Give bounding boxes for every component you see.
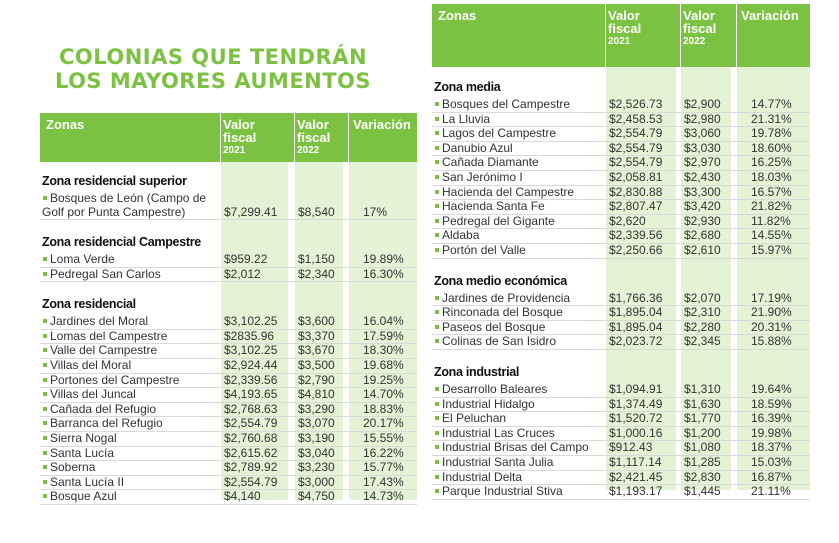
table-row	[40, 475, 417, 490]
value-2021: $3,102.25	[224, 343, 278, 358]
value-2022: $8,540	[298, 205, 335, 219]
table-row	[432, 426, 810, 441]
value-2022: $3,190	[298, 431, 335, 445]
table-row	[432, 199, 810, 214]
value-2021: $2,554.79	[609, 126, 663, 141]
value-2022: $1,445	[684, 484, 721, 499]
table-row	[432, 155, 810, 170]
bullet-icon	[435, 310, 439, 314]
section-title: Zona medio económica	[434, 273, 567, 288]
bullet-icon	[43, 480, 47, 484]
value-2022: $4,810	[298, 387, 335, 402]
value-2021: $2,526.73	[609, 97, 663, 111]
table-row	[432, 185, 810, 200]
value-2022: $2,310	[684, 305, 721, 320]
bullet-icon	[43, 319, 47, 323]
variation-value: 17.59%	[363, 328, 404, 343]
value-2022: $3,670	[298, 343, 335, 358]
header-divider	[220, 113, 221, 162]
value-2022: $4,750	[298, 489, 335, 504]
bullet-icon	[435, 160, 439, 164]
value-2021: $2,615.62	[224, 445, 278, 460]
value-2021: $2,554.79	[609, 155, 663, 170]
variation-value: 17.19%	[751, 290, 792, 305]
bullet-icon	[435, 416, 439, 420]
value-2022: $2,340	[298, 266, 335, 281]
variation-value: 18.59%	[751, 396, 792, 411]
variation-value: 16.87%	[751, 469, 792, 484]
row-name: Desarrollo Baleares	[442, 382, 548, 396]
value-2022: $3,300	[684, 184, 721, 199]
header-year-2022: 2022	[297, 145, 320, 156]
variation-value: 20.31%	[751, 319, 792, 334]
header-text: fiscal	[683, 21, 717, 36]
header-divider	[680, 4, 681, 67]
row-name: Barranca del Refugio	[50, 416, 163, 431]
table-row	[432, 112, 810, 127]
row-name: Hacienda del Campestre	[442, 184, 575, 199]
value-2022: $2,280	[684, 319, 721, 334]
bullet-icon	[435, 339, 439, 343]
value-2021: $1,895.04	[609, 305, 663, 320]
row-name: Lomas del Campestre	[50, 328, 168, 343]
value-2021: $2835.96	[224, 328, 275, 343]
value-2022: $2,430	[684, 170, 721, 184]
variation-value: 21.82%	[751, 199, 792, 214]
value-2021: $4,140	[224, 489, 261, 504]
variation-value: 15.77%	[363, 460, 404, 475]
header-valor-2021	[223, 118, 256, 157]
bullet-icon	[43, 465, 47, 469]
value-2021: $2,421.45	[609, 469, 663, 484]
value-2022: $3,030	[684, 140, 721, 155]
table-row	[40, 402, 417, 417]
value-2022: $2,980	[684, 111, 721, 126]
table-row	[432, 411, 810, 426]
row-name: Bosques del Campestre	[442, 97, 571, 111]
bullet-icon	[43, 436, 47, 440]
table-row	[432, 484, 810, 499]
value-2021: $1,117.14	[609, 455, 662, 469]
value-2021: $2,554.79	[224, 416, 278, 431]
bullet-icon	[43, 348, 47, 352]
right-table	[432, 4, 810, 499]
table-row	[40, 314, 417, 329]
table-row	[432, 214, 810, 229]
variation-value: 19.78%	[751, 126, 792, 141]
header-divider	[348, 113, 349, 162]
row-name: Lagos del Campestre	[442, 126, 557, 141]
table-row	[40, 343, 417, 358]
row-name: Cañada Diamante	[442, 155, 539, 170]
bullet-icon	[435, 204, 439, 208]
value-2021: $2,458.53	[609, 111, 663, 126]
value-2022: $1,630	[684, 396, 721, 411]
row-divider	[432, 258, 810, 259]
section-title: Zona industrial	[434, 365, 520, 379]
bullet-icon	[43, 334, 47, 338]
table-row	[432, 334, 810, 349]
variation-value: 15.97%	[751, 243, 792, 257]
bullet-icon	[435, 431, 439, 435]
value-2021: $1,895.04	[609, 319, 663, 334]
row-name: Rinconada del Bosque	[442, 305, 563, 320]
bullet-icon	[435, 460, 439, 464]
value-2021: $2,250.66	[609, 243, 663, 257]
variation-value: 19.98%	[751, 425, 792, 440]
value-2022: $3,040	[298, 445, 335, 460]
header-valor-2022	[683, 9, 716, 48]
variation-value: 16.04%	[363, 314, 404, 329]
value-2022: $3,420	[684, 199, 721, 214]
table-row	[40, 252, 417, 267]
row-name: Santa Lucía	[50, 445, 115, 460]
bullet-icon	[435, 248, 439, 252]
header-text: Valor	[683, 8, 715, 23]
section-title: Zona residencial Campestre	[42, 235, 201, 249]
variation-value: 18.83%	[363, 401, 404, 416]
bullet-icon	[43, 421, 47, 425]
table-row	[432, 170, 810, 185]
bullet-icon	[43, 451, 47, 455]
row-name: Santa Lucía II	[50, 474, 125, 489]
variation-value: 16.57%	[751, 184, 792, 199]
value-2021: $1,766.36	[609, 290, 663, 305]
value-2022: $3,070	[298, 416, 335, 431]
bullet-icon	[43, 378, 47, 382]
variation-value: 18.30%	[363, 343, 404, 358]
header-year-2022: 2022	[683, 36, 706, 47]
value-2022: $2,970	[684, 155, 721, 170]
bullet-icon	[43, 494, 47, 498]
value-2021: $1,374.49	[609, 396, 663, 411]
table-row	[432, 243, 810, 258]
variation-value: 15.03%	[751, 455, 792, 469]
bullet-icon	[43, 272, 47, 276]
table-row	[40, 446, 417, 461]
table-row	[40, 431, 417, 446]
row-name: Jardines de Providencia	[442, 290, 571, 305]
bullet-icon	[435, 325, 439, 329]
table-row	[40, 460, 417, 475]
variation-value: 14.73%	[363, 489, 404, 504]
variation-value: 19.89%	[363, 252, 404, 266]
header-text: Valor	[297, 117, 329, 132]
value-2022: $3,370	[298, 328, 335, 343]
bullet-icon	[435, 296, 439, 300]
bullet-icon	[43, 392, 47, 396]
bullet-icon	[435, 175, 439, 179]
variation-value: 17.43%	[363, 474, 404, 489]
header-variacion: Variación	[741, 8, 799, 23]
value-2021: $7,299.41	[224, 205, 278, 219]
value-2022: $3,290	[298, 401, 335, 416]
value-2022: $3,060	[684, 126, 721, 141]
header-year-2021: 2021	[608, 36, 631, 47]
header-valor-2022	[297, 118, 330, 157]
header-zonas: Zonas	[46, 117, 85, 132]
value-2022: $2,680	[684, 228, 721, 243]
title-line-2: LOS MAYORES AUMENTOS	[54, 69, 372, 93]
header-divider	[605, 4, 606, 67]
table-row	[40, 329, 417, 344]
table-row	[432, 141, 810, 156]
row-divider	[432, 499, 810, 500]
bullet-icon	[435, 445, 439, 449]
value-2022: $3,600	[298, 314, 335, 329]
value-2021: $4,193.65	[224, 387, 278, 402]
variation-value: 18.03%	[751, 170, 792, 184]
row-name: Colinas de San Isidro	[442, 334, 557, 349]
value-2021: $2,789.92	[224, 460, 278, 475]
value-2021: $2,339.56	[224, 372, 278, 387]
table-row	[432, 382, 810, 397]
table-row	[432, 397, 810, 412]
table-row	[40, 387, 417, 402]
value-2021: $2,554.79	[609, 140, 663, 155]
value-2022: $2,345	[684, 334, 721, 349]
section-title: Zona media	[434, 80, 501, 94]
value-2021: $912.43	[609, 440, 653, 455]
header-text: fiscal	[223, 130, 257, 145]
table-row	[40, 373, 417, 388]
header-text: fiscal	[608, 21, 642, 36]
row-divider	[40, 219, 417, 220]
row-name: Industrial Brisas del Campo	[442, 440, 589, 455]
header-year-2021: 2021	[223, 145, 246, 156]
bullet-icon	[435, 219, 439, 223]
variation-value: 14.77%	[751, 97, 792, 111]
table-row	[432, 320, 810, 335]
row-name: Pedregal del Gigante	[442, 213, 555, 228]
value-2022: $1,310	[684, 382, 721, 396]
variation-value: 21.90%	[751, 305, 792, 320]
title-line-1: COLONIAS QUE TENDRÁN	[58, 45, 368, 69]
bullet-icon	[435, 102, 439, 106]
row-name: El Peluchan	[442, 411, 507, 426]
variation-value: 15.88%	[751, 334, 792, 349]
bullet-icon	[43, 407, 47, 411]
left-table	[40, 113, 417, 504]
value-2021: $2,807.47	[609, 199, 663, 214]
table-row	[432, 305, 810, 320]
row-name: Bosque Azul	[50, 489, 117, 504]
value-2022: $3,000	[298, 474, 335, 489]
row-name: Aldaba	[442, 228, 480, 243]
bullet-icon	[435, 190, 439, 194]
variation-value: 16.39%	[751, 411, 792, 426]
value-2022: $3,230	[298, 460, 335, 475]
variation-value: 18.37%	[751, 440, 792, 455]
value-2022: $2,610	[684, 243, 721, 257]
variation-value: 14.70%	[363, 387, 404, 402]
row-name: Soberna	[50, 460, 96, 475]
variation-value: 15.55%	[363, 431, 404, 445]
row-divider	[40, 281, 417, 282]
variation-value: 20.17%	[363, 416, 404, 431]
bullet-icon	[435, 233, 439, 237]
row-name: Villas del Moral	[50, 358, 132, 372]
row-name: Loma Verde	[50, 252, 115, 266]
table-row	[432, 97, 810, 112]
value-2021: $2,830.88	[609, 184, 663, 199]
row-name: Parque Industrial Stiva	[442, 484, 563, 499]
row-name: Hacienda Santa Fe	[442, 199, 545, 214]
row-name: Sierra Nogal	[50, 431, 117, 445]
value-2022: $2,930	[684, 213, 721, 228]
row-divider	[40, 504, 417, 505]
row-name: Bosques de León (Campo de	[50, 191, 207, 205]
value-2022: $1,200	[684, 425, 721, 440]
header-valor-2021	[608, 9, 641, 48]
row-name: La Lluvia	[442, 111, 491, 126]
variation-value: 16.30%	[363, 266, 404, 281]
row-name: Cañada del Refugio	[50, 401, 157, 416]
row-name: Pedregal San Carlos	[50, 266, 161, 281]
header-text: Valor	[223, 117, 255, 132]
table-row	[40, 358, 417, 373]
variation-value: 11.82%	[751, 213, 791, 228]
table-row	[432, 455, 810, 470]
variation-value: 19.64%	[751, 382, 792, 396]
value-2021: $2,023.72	[609, 334, 663, 349]
value-2022: $2,790	[298, 372, 335, 387]
variation-value: 18.60%	[751, 140, 792, 155]
bullet-icon	[435, 475, 439, 479]
table-row	[432, 291, 810, 306]
value-2021: $2,012	[224, 266, 261, 281]
variation-value: 19.68%	[363, 358, 404, 372]
table-header	[432, 4, 810, 67]
bullet-icon	[435, 489, 439, 493]
bullet-icon	[43, 257, 47, 261]
value-2021: $1,520.72	[609, 411, 663, 426]
row-name: Portón del Valle	[442, 243, 526, 257]
header-variacion: Variación	[353, 117, 411, 132]
variation-value: 16.25%	[751, 155, 792, 170]
variation-value: 17%	[363, 205, 388, 219]
row-name: Industrial Las Cruces	[442, 425, 555, 440]
header-text: Valor	[608, 8, 640, 23]
value-2022: $2,830	[684, 469, 721, 484]
row-name: Industrial Delta	[442, 469, 523, 484]
table-row	[40, 489, 417, 504]
page-title	[38, 45, 388, 93]
value-2021: $2,058.81	[609, 170, 663, 184]
bullet-icon	[435, 117, 439, 121]
section-title: Zona residencial superior	[42, 174, 187, 188]
table-row	[432, 228, 810, 243]
header-text: fiscal	[297, 130, 331, 145]
bullet-icon	[43, 363, 47, 367]
value-2022: $1,285	[684, 455, 721, 469]
row-name: Jardines del Moral	[50, 314, 149, 329]
table-row	[432, 440, 810, 455]
row-name-continued: Golf por Punta Campestre)	[42, 205, 186, 219]
header-divider	[736, 4, 737, 67]
variation-value: 21.31%	[751, 111, 792, 126]
variation-value: 19.25%	[363, 372, 404, 387]
table-row	[432, 126, 810, 141]
header-divider	[294, 113, 295, 162]
value-2022: $3,500	[298, 358, 335, 372]
value-2021: $2,760.68	[224, 431, 278, 445]
value-2022: $1,150	[298, 252, 335, 266]
table-row	[40, 191, 417, 219]
table-row	[40, 267, 417, 282]
bullet-icon	[43, 196, 47, 200]
row-name: San Jerónimo I	[442, 170, 523, 184]
row-name: Danubio Azul	[442, 140, 513, 155]
bullet-icon	[435, 402, 439, 406]
value-2021: $2,620	[609, 213, 646, 228]
row-name: Villas del Juncal	[50, 387, 136, 402]
value-2022: $1,080	[684, 440, 721, 455]
bullet-icon	[435, 146, 439, 150]
row-name: Valle del Campestre	[50, 343, 158, 358]
section-title: Zona residencial	[42, 297, 136, 312]
header-zonas: Zonas	[438, 8, 477, 23]
value-2021: $2,924.44	[224, 358, 278, 372]
table-row	[40, 416, 417, 431]
value-2021: $3,102.25	[224, 314, 278, 329]
table-row	[432, 470, 810, 485]
row-name: Portones del Campestre	[50, 372, 180, 387]
value-2022: $2,070	[684, 290, 721, 305]
row-name: Industrial Santa Julia	[442, 455, 554, 469]
value-2021: $2,768.63	[224, 401, 278, 416]
row-name: Industrial Hidalgo	[442, 396, 535, 411]
variation-value: 21.11%	[751, 484, 791, 499]
table-header	[40, 113, 417, 162]
value-2021: $2,339.56	[609, 228, 663, 243]
value-2022: $2,900	[684, 97, 721, 111]
value-2021: $1,094.91	[609, 382, 663, 396]
bullet-icon	[435, 387, 439, 391]
value-2021: $1,193.17	[609, 484, 663, 499]
row-name: Paseos del Bosque	[442, 319, 546, 334]
variation-value: 16.22%	[363, 445, 404, 460]
value-2021: $2,554.79	[224, 474, 278, 489]
value-2021: $1,000.16	[609, 425, 663, 440]
value-2022: $1,770	[684, 411, 721, 426]
bullet-icon	[435, 131, 439, 135]
variation-value: 14.55%	[751, 228, 792, 243]
row-divider	[432, 349, 810, 350]
value-2021: $959.22	[224, 252, 268, 266]
